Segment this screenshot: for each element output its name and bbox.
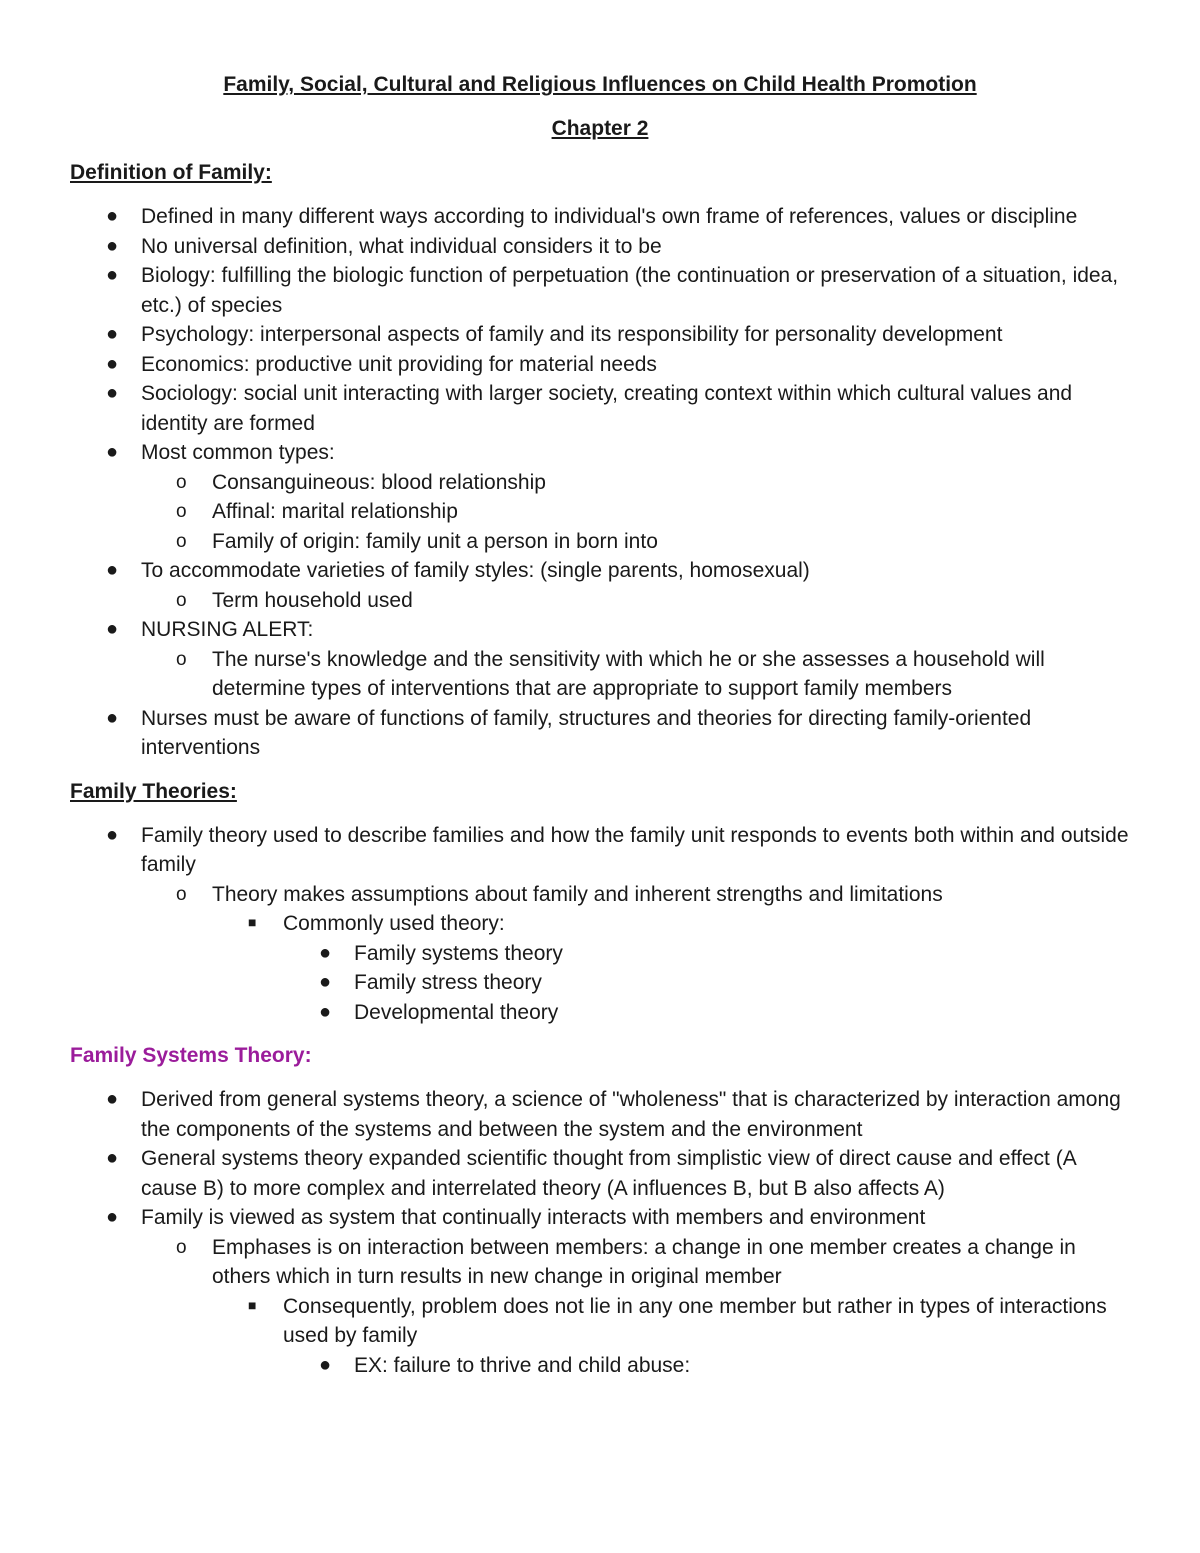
sub-sub-list [212,1292,1130,1381]
document-page [70,70,1130,1394]
list-item: ● General systems theory expanded scientific thought from simplistic view of direct cause and effect (A cause B) to more complex and interrelated theory (A influences B, but B also affects A) [70,1144,1130,1203]
list-item: ● Derived from general systems theory, a science of "wholeness" that is characterized by interaction among the components of the systems and between the system and the environment [70,1085,1130,1144]
list-item: ● To accommodate varieties of family styles: (single parents, homosexual) o Term household used [70,556,1130,615]
bullet-icon: ● [106,1088,119,1110]
systems-theory-heading: Family Systems Theory: [70,1044,312,1067]
list-item: ● Psychology: interpersonal aspects of family and its responsibility for personality development [70,320,1130,350]
bullet-icon: ● [319,971,332,993]
list-item: ● Economics: productive unit providing for material needs [70,350,1130,380]
document-title: Family, Social, Cultural and Religious Influences on Child Health Promotion [223,73,977,96]
sub-list [141,1233,1130,1381]
bullet-icon: ● [106,1206,119,1228]
list-item: o Term household used [141,586,1130,616]
square-bullet-icon: ■ [248,914,257,930]
circle-bullet-icon: o [176,589,187,611]
list-item: ● Developmental theory [283,998,1130,1028]
bullet-icon: ● [106,323,119,345]
sub-list [141,586,1130,616]
example-list [283,1351,1130,1381]
bullet-icon: ● [106,205,119,227]
circle-bullet-icon: o [176,501,187,522]
bullet-icon: ● [106,441,119,463]
family-types-list [141,468,1130,557]
list-item: ● Nurses must be aware of functions of family, structures and theories for directing family-oriented interventions [70,704,1130,763]
list-item: o Emphases is on interaction between members: a change in one member creates a change in others which in turn results in new change in original member ■ Consequently, problem does not lie in any one member but rather in types of interactions used by family ● EX: failure to thrive and child abuse: [141,1233,1130,1381]
bullet-icon: ● [106,706,119,729]
list-item: o Family of origin: family unit a person in born into [141,527,1130,557]
sub-sub-list [212,909,1130,1027]
bullet-icon: ● [106,823,119,846]
theories-list [70,821,1130,1028]
list-item: ■ Consequently, problem does not lie in any one member but rather in types of interactions used by family ● EX: failure to thrive and child abuse: [212,1292,1130,1381]
list-item: ● Family stress theory [283,968,1130,998]
theory-names-list [283,939,1130,1028]
list-item: o Consanguineous: blood relationship [141,468,1130,498]
list-item: o Affinal: marital relationship [141,497,1130,527]
square-bullet-icon: ■ [248,1296,257,1313]
circle-bullet-icon: o [176,883,187,905]
bullet-icon: ● [106,264,119,286]
list-item: ● NURSING ALERT: o The nurse's knowledge and the sensitivity with which he or she assesses a household will determine types of interventions that are appropriate to support family members [70,615,1130,704]
circle-bullet-icon: o [176,471,187,493]
circle-bullet-icon: o [176,530,187,552]
list-item: ● EX: failure to thrive and child abuse: [283,1351,1130,1381]
bullet-icon: ● [106,1147,119,1169]
circle-bullet-icon: o [176,1236,187,1258]
bullet-icon: ● [319,1353,332,1376]
systems-theory-list [70,1085,1130,1380]
bullet-icon: ● [106,234,119,257]
list-item: ● Most common types: o Consanguineous: blood relationship o Affinal: marital relationship o Family of origin: family unit a person in born into [70,438,1130,556]
bullet-icon: ● [106,559,119,581]
list-item: ● Family theory used to describe families and how the family unit responds to events both within and outside family o Theory makes assumptions about family and inherent strengths and limitations ■ Commonly used theory: ● Family systems theory ● Family stress theory ● Developmental theory [70,821,1130,1028]
list-item: o Theory makes assumptions about family and inherent strengths and limitations ■ Commonly used theory: ● Family systems theory ● Family stress theory ● Developmental theory [141,880,1130,1028]
bullet-icon: ● [106,382,119,404]
definition-heading: Definition of Family: [70,161,272,184]
list-item: ● Biology: fulfilling the biologic function of perpetuation (the continuation or preservation of a situation, idea, etc.) of species [70,261,1130,320]
list-item: o The nurse's knowledge and the sensitivity with which he or she assesses a household will determine types of interventions that are appropriate to support family members [141,645,1130,704]
definition-list [70,202,1130,763]
circle-bullet-icon: o [176,648,187,670]
list-item: ● No universal definition, what individual considers it to be [70,232,1130,262]
chapter-label: Chapter 2 [551,117,649,140]
bullet-icon: ● [319,1000,332,1023]
list-item: ● Family systems theory [283,939,1130,969]
sub-list [141,880,1130,1028]
list-item: ● Family is viewed as system that continually interacts with members and environment o Emphases is on interaction between members: a change in one member creates a change in others which in turn results in new change in original member ■ Consequently, problem does not lie in any one member but rather in types of interactions used by family ● EX: failure to thrive and child abuse: [70,1203,1130,1380]
list-item: ● Defined in many different ways according to individual's own frame of references, values or discipline [70,202,1130,232]
bullet-icon: ● [106,352,119,375]
list-item: ● Sociology: social unit interacting with larger society, creating context within which cultural values and identity are formed [70,379,1130,438]
bullet-icon: ● [319,941,332,964]
bullet-icon: ● [106,618,119,640]
list-item: ■ Commonly used theory: ● Family systems theory ● Family stress theory ● Developmental theory [212,909,1130,1027]
sub-list [141,645,1130,704]
theories-heading: Family Theories: [70,779,237,803]
